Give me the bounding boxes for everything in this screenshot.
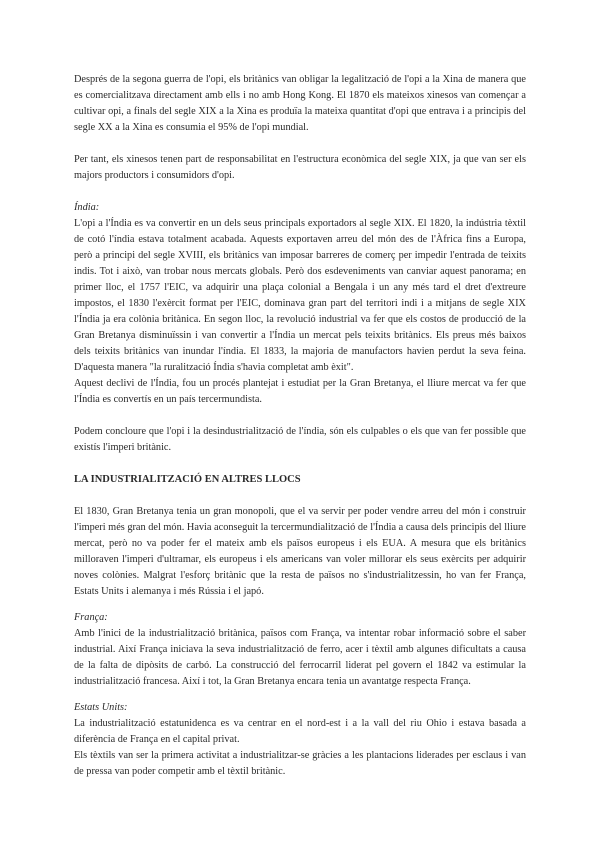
franca-paragraph-1: Amb l'inici de la industrialització britànica, països com França, va intentar robar informació sobre el saber industrial. Així França iniciava la seva industrialització de ferro, acer i tèxtil amb algunes dificultats a causa de la falta de dipòsits de carbó. La construcció del ferrocarril liderat pel govern el 1842 va estimular la industrialització francesa. Així i tot, la Gran Bretanya encara tenia un avantatge respecta França. — [74, 628, 526, 687]
franca-heading: França: — [74, 612, 108, 623]
intro-paragraph-1: Després de la segona guerra de l'opi, els britànics van obligar la legalització de l'opi a la Xina de manera que es comercialitzava directament amb ells i no amb Hong Kong. El 1870 els mateixos xinesos van començar a cultivar opi, a finals del segle XIX a la Xina es produïa la mateixa quantitat d'opi que entrava i a principis del segle XX a la Xina es consumia el 95% de l'opi mundial. — [74, 74, 526, 133]
document-page — [74, 72, 526, 780]
india-paragraph-2: Aquest declivi de l'Índia, fou un procés plantejat i estudiat per la Gran Bretanya, el lliure mercat va fer que l'Índia es convertís en un país tercermundista. — [74, 378, 526, 405]
india-heading: Índia: — [74, 202, 100, 213]
estats-units-paragraph-2: Els tèxtils van ser la primera activitat a industrialitzar-se gràcies a les plantacions liderades per esclaus i van de pressa van poder competir amb el tèxtil britànic. — [74, 750, 526, 777]
section-title-industrialization: LA INDUSTRIALITZACIÓ EN ALTRES LLOCS — [74, 474, 301, 485]
india-paragraph-1: L'opi a l'Índia es va convertir en un dels seus principals exportadors al segle XIX. El 1820, la indústria tèxtil de cotó l'índia estava totalment acabada. Aquests exportaven arreu del món des de l'Àfrica fins a Europa, però a principi del segle XVIII, els britànics van imposar barreres de comerç per impedir l'entrada de teixits indis. Tot i això, van trobar nous mercats globals. Però dos esdeveniments van canviar aquest panorama; en primer lloc, el 1757 l'EIC, va adquirir una plaça colonial a Bengala i un any més tard el dret d'extreure impostos, el 1830 l'exèrcit format per l'EIC, dominava gran part del territori indi i a mitjans de segle XIX l'Índia ja era colònia britànica. En segon lloc, la revolució industrial va fer que els costos de producció de la Gran Bretanya disminuïssin i van convertir a l'Índia un mercat pels teixits britànics. Els preus més baixos dels teixits britànics van inundar l'índia. El 1833, la majoria de manufactors havien perdut la seva feina. D'aquesta manera "la ruralització Índia s'havia completat amb èxit". — [74, 218, 526, 373]
estats-units-paragraph-1: La industrialització estatunidenca es va centrar en el nord-est i a la vall del riu Ohio i estava basada a diferència de França en el capital privat. — [74, 718, 526, 745]
intro-paragraph-2: Per tant, els xinesos tenen part de responsabilitat en l'estructura econòmica del segle XIX, ja que van ser els majors productors i consumidors d'opi. — [74, 154, 526, 181]
estats-units-heading: Estats Units: — [74, 702, 128, 713]
section2-paragraph-1: El 1830, Gran Bretanya tenia un gran monopoli, que el va servir per poder vendre arreu del món i construir l'imperi més gran del món. Havia aconseguit la tercermundialització de l'Índia a causa dels principis del lliure mercat, però no va poder fer el mateix amb els països europeus i els EUA. A mesura que els britànics milloraven l'imperi d'ultramar, els europeus i els americans van voler millorar els seus exèrcits per adquirir noves colònies. Malgrat l'esforç britànic que la resta de països no s'industrialitzessin, ho van fer França, Estats Units i alemanya i més Rússia i el japó. — [74, 506, 526, 597]
india-conclusion: Podem concloure que l'opi i la desindustrialització de l'índia, són els culpables o els que van fer possible que existís l'imperi britànic. — [74, 426, 526, 453]
